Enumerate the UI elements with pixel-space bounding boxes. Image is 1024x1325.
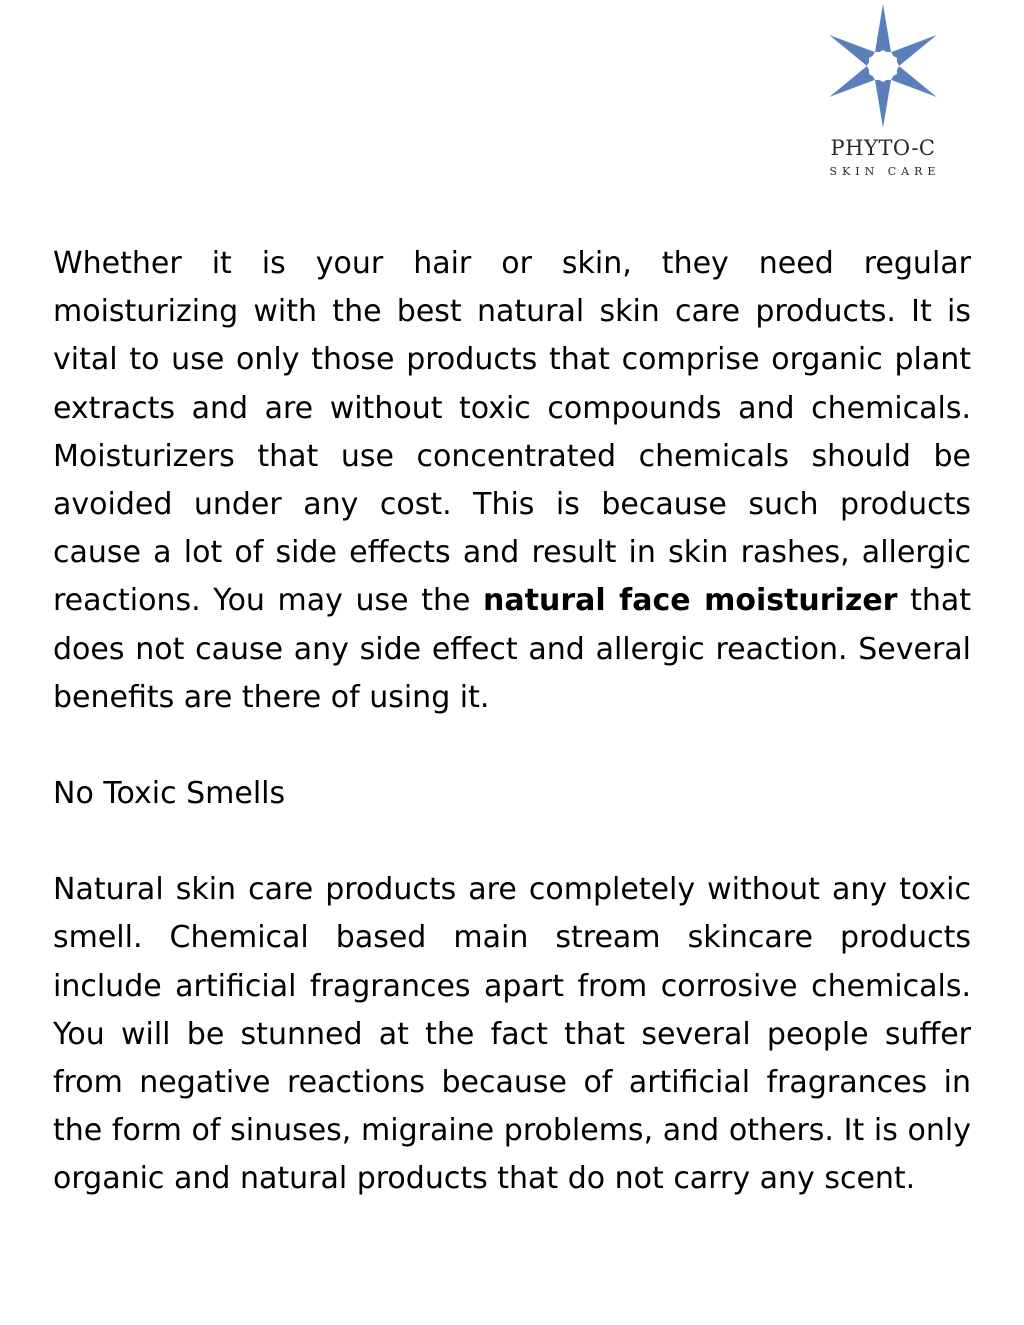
section-paragraph: Natural skin care products are completely without any toxic smell. Chemical based main stream skincare products include artificial fragrances apart from corrosive chemicals. You will be stunned at the fact that several people suffer from negative reactions because of artificial fragrances in the form of sinuses, migraine problems, and others. It is only organic and natural products that do not carry any scent. [53, 872, 971, 1197]
intro-paragraph [53, 240, 971, 722]
brand-tagline: SKIN CARE [829, 165, 941, 178]
brand-logo [814, 2, 952, 184]
intro-text-end: that does not cause any side effect and allergic reaction. Several benefits are there of using it. [53, 583, 972, 715]
paragraph-spacer [53, 818, 971, 866]
highlighted-keyword: natural face moisturizer [483, 583, 898, 619]
article-body [53, 240, 971, 1204]
six-point-star-icon [819, 2, 947, 130]
section-heading: No Toxic Smells [53, 776, 286, 812]
brand-name: PHYTO-C [830, 136, 936, 160]
paragraph-spacer [53, 722, 971, 770]
intro-text-start: Whether it is your hair or skin, they need regular moisturizing with the best natural skin care products. It is vital to use only those products that comprise organic plant extracts and are without toxic compounds and chemicals. Moisturizers that use concentrated chemicals should be avoided under any cost. This is because such products cause a lot of side effects and result in skin rashes, allergic reactions. You may use the [53, 246, 971, 619]
